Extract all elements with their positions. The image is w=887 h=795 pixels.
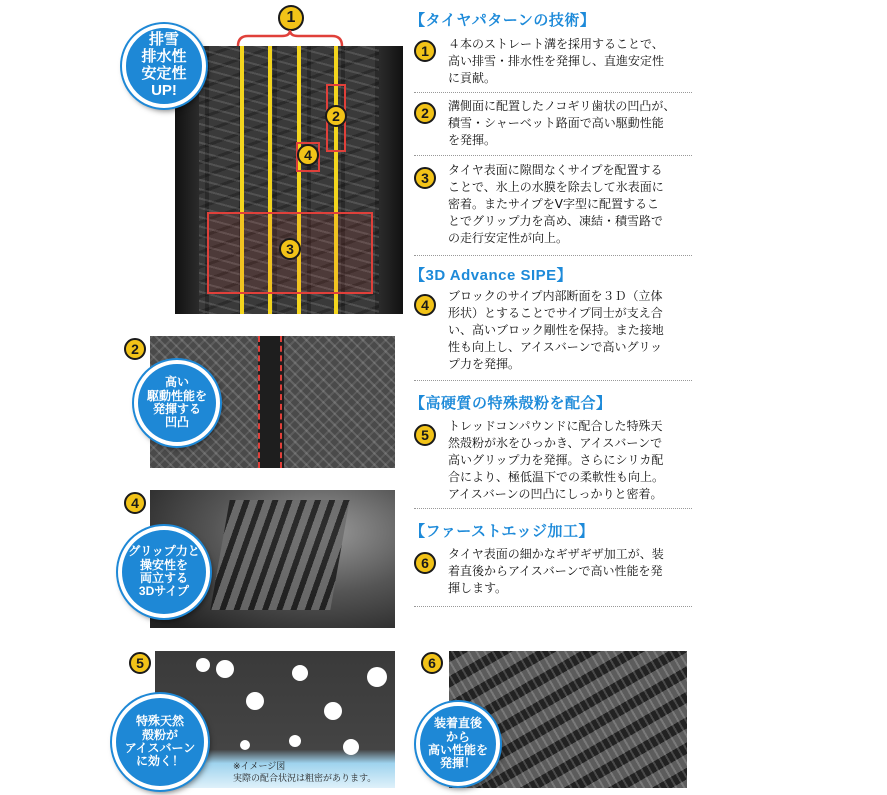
item-text-2: 溝側面に配置したノコギリ歯状の凹凸が、 積雪・シャーベット路面で高い駆動性能 を発揮。 (448, 99, 676, 147)
item-text-1: ４本のストレート溝を採用することで、 高い排雪・排水性を発揮し、直進安定性 に貢献。 (448, 37, 665, 85)
photo-number-6: 6 (421, 652, 443, 674)
item-number-3: 3 (414, 167, 436, 189)
marker-2: 2 (325, 105, 347, 127)
badge-ice: 特殊天然 殻粉が アイスバーン に効く！ (112, 694, 208, 790)
item-number-6: 6 (414, 552, 436, 574)
badge-drainage: 排雪 排水性 安定性 UP! (122, 24, 206, 108)
item-number-5: 5 (414, 424, 436, 446)
separator (414, 606, 692, 607)
separator (414, 255, 692, 256)
illustration-note: ※イメージ図 実際の配合状況は粗密があります。 (233, 762, 377, 784)
item-text-4: ブロックのサイプ内部断面を３Ｄ（立体 形状）とすることでサイプ同士が支え合 い、高いブロック剛性を保持。また接地 性も向上し、アイスバーンで高いグリッ プ力を発揮。 (448, 289, 664, 371)
photo-number-2: 2 (124, 338, 146, 360)
item-number-2: 2 (414, 102, 436, 124)
badge-first-edge: 装着直後 から 高い性能を 発揮！ (416, 702, 500, 786)
item-number-4: 4 (414, 294, 436, 316)
badge-grip: グリップ力と 操安性を 両立する 3Dサイプ (118, 526, 210, 618)
separator (414, 92, 692, 93)
marker-4: 4 (297, 144, 319, 166)
item-text-5: トレッドコンパウンドに配合した特殊天 然殻粉が氷をひっかき、アイスバーンで 高いグリップ力を発揮。さらにシリカ配 合により、極低温下での柔軟性も向上。 アイスバーンの凹凸にしっかりと密着。 (448, 419, 665, 501)
marker-3: 3 (279, 238, 301, 260)
separator (414, 380, 692, 381)
item-number-1: 1 (414, 40, 436, 62)
section-heading-compound: 【高硬質の特殊殻粉を配合】 (410, 395, 612, 412)
item-text-3: タイヤ表面に隙間なくサイプを配置する ことで、氷上の水膜を除去して氷表面に 密着。またサイプをV字型に配置するこ とでグリップ力を高め、凍結・積雪路で の走行安定性が向上。 (448, 163, 664, 245)
section-heading-pattern: 【タイヤパターンの技術】 (410, 12, 596, 29)
section-heading-sipe: 【3D Advance SIPE】 (410, 267, 573, 284)
separator (414, 508, 692, 509)
photo-number-4: 4 (124, 492, 146, 514)
item-text-6: タイヤ表面の細かなギザギザ加工が、装 着直後からアイスバーンで高い性能を発 揮します。 (448, 547, 664, 595)
separator (414, 155, 692, 156)
marker-1: 1 (278, 5, 304, 31)
badge-traction: 高い 駆動性能を 発揮する 凹凸 (134, 360, 220, 446)
photo-number-5: 5 (129, 652, 151, 674)
section-heading-edge: 【ファーストエッジ加工】 (410, 523, 595, 540)
